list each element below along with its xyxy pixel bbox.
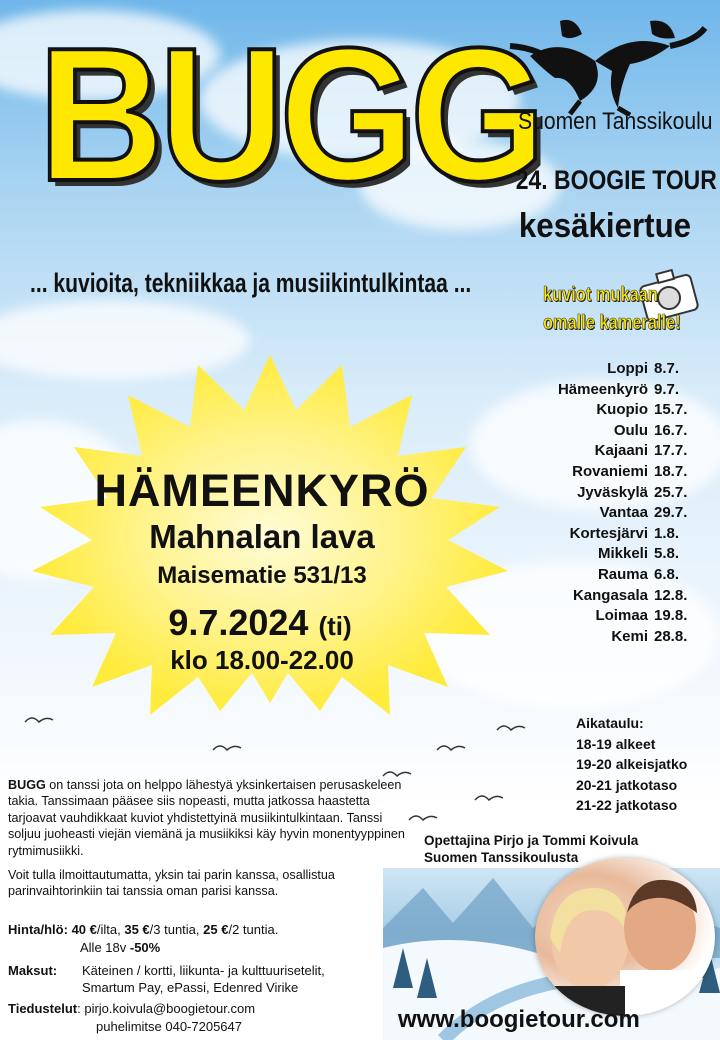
tour-stop [536, 484, 706, 505]
tour-stop [536, 401, 706, 422]
tour-stop-date: 16.7. [654, 421, 688, 439]
event-date: 9.7.2024 [168, 602, 309, 643]
tour-stop-date: 29.7. [654, 504, 688, 522]
tour-stop [536, 628, 706, 649]
bird-icon [212, 742, 242, 754]
page-title: BUGG [38, 9, 541, 221]
tour-stop-date: 18.7. [654, 463, 688, 480]
tour-stop-date: 5.8. [654, 545, 680, 563]
tour-stop-date: 9.7. [654, 380, 680, 398]
schedule-item: 19-20 alkeisjatko [576, 756, 688, 772]
tour-stop-city: Kangasala [572, 586, 648, 604]
tour-stop [536, 545, 706, 566]
tour-stop-date: 19.8. [654, 607, 688, 625]
price-text: /ilta, [96, 922, 125, 937]
bird-icon [436, 742, 466, 754]
tour-stop-city: Kajaani [594, 442, 648, 460]
youth-label: Alle 18v [80, 940, 130, 955]
description-paragraph: Voit tulla ilmoittautumatta, yksin tai parin kanssa, osallistua parinvaihtorinkiin tai tanssia oman parisi kanssa. [8, 868, 335, 899]
schedule-item: 21-22 jatkotaso [576, 797, 678, 813]
bird-icon [408, 812, 438, 824]
event-date-line [10, 602, 510, 644]
bird-icon [24, 714, 54, 726]
tour-stop [536, 442, 706, 463]
price-text: /2 tuntia. [228, 922, 279, 937]
tour-stop-date: 25.7. [654, 483, 688, 501]
tour-stop [536, 566, 706, 587]
tour-stop-city: Vantaa [599, 504, 648, 522]
camera-badge-line2: omalle kameralle! [543, 312, 681, 334]
bird-icon [474, 792, 504, 804]
tour-stop-city: Rovaniemi [572, 463, 648, 480]
camera-badge-line1: kuviot mukaan [543, 284, 658, 306]
event-city: HÄMEENKYRÖ [94, 465, 430, 516]
tour-stop-city: Mikkeli [597, 545, 648, 563]
schedule-heading: Aikataulu: [576, 715, 644, 731]
teachers-line1: Opettajina Pirjo ja Tommi Koivula [424, 833, 639, 848]
event-weekday: (ti) [318, 611, 352, 641]
tour-stop [536, 360, 706, 381]
tour-stop-date: 28.8. [654, 627, 688, 645]
tour-subtitle: kesäkiertue [518, 207, 692, 245]
description-text: on tanssi jota on helppo lähestyä yksinkertaisen perusaskeleen takia. Tanssimaan pääsee siis nopeasti, mutta jatkossa haastetta tarjoavat vauhdikkaat kuviot yhdistettyinä musiikintulkintaan. Tanssi soljuu juoheasti viejän viemänä ja musiikiksi käy hyvin monentyyppinen rytmimusiikki. [8, 778, 405, 858]
tour-stop [536, 525, 706, 546]
event-address: Maisematie 531/13 [157, 562, 367, 589]
payment-line2: Smartum Pay, ePassi, Edenred Virike [82, 980, 299, 995]
teachers [424, 832, 638, 866]
tour-stop [536, 504, 706, 525]
schedule-item: 20-21 jatkotaso [576, 776, 678, 793]
tagline: ... kuvioita, tekniikkaa ja musiikintulkintaa ... [30, 268, 472, 298]
bird-icon [496, 722, 526, 734]
youth-discount: -50% [129, 940, 161, 955]
tour-stop [536, 587, 706, 608]
description-paragraph [8, 777, 408, 859]
price-evening: 40 € [71, 922, 97, 937]
event-venue: Mahnalan lava [149, 518, 375, 555]
camera-badge [535, 280, 705, 340]
teachers-line2: Suomen Tanssikoulusta [424, 850, 579, 865]
contact-phone: puhelimitse 040-7205647 [96, 1019, 242, 1034]
teachers-portrait [535, 858, 715, 1016]
tour-name: 24. BOOGIE TOUR [515, 165, 717, 195]
tour-stop [536, 463, 706, 484]
tour-stop-city: Kemi [611, 627, 648, 645]
tour-stop-city: Loimaa [595, 607, 648, 625]
schedule-item: 18-19 alkeet [576, 735, 656, 752]
tour-stop-date: 12.8. [654, 586, 688, 604]
tour-stop [536, 607, 706, 628]
tour-stop-city: Kuopio [596, 401, 648, 419]
tour-stop-date: 15.7. [654, 401, 688, 419]
schedule [576, 713, 716, 816]
tour-stop-city: Jyväskylä [577, 483, 648, 501]
tour-stop [536, 422, 706, 443]
tour-stop-city: Loppi [607, 360, 648, 377]
website-link[interactable]: www.boogietour.com [398, 1006, 640, 1033]
tour-stop-date: 1.8. [654, 524, 680, 542]
tour-stop [536, 381, 706, 402]
price-text: /3 tuntia, [149, 922, 204, 937]
tour-stop-date: 8.7. [654, 360, 680, 377]
payment-label: Maksut: [8, 963, 58, 978]
tour-stop-city: Kortesjärvi [569, 524, 648, 542]
payment-info [8, 962, 325, 996]
price-info [8, 921, 278, 957]
price-3h: 35 € [124, 922, 150, 937]
tour-stop-city: Rauma [597, 566, 648, 583]
contact-email: : pirjo.koivula@boogietour.com [77, 1001, 256, 1016]
price-2h: 25 € [203, 922, 229, 937]
description [8, 777, 408, 908]
tour-stop-date: 17.7. [654, 442, 688, 460]
tour-stop-city: Hämeenkyrö [557, 380, 648, 398]
contact-label: Tiedustelut [8, 1001, 78, 1016]
description-bold: BUGG [8, 778, 46, 792]
price-label: Hinta/hlö: [8, 922, 68, 937]
school-logo-text: Suomen Tanssikoulu [518, 108, 713, 135]
payment-line1: Käteinen / kortti, liikunta- ja kulttuurisetelit, [82, 963, 325, 978]
tour-stop-date: 6.8. [654, 566, 680, 583]
event-time: klo 18.00-22.00 [170, 645, 354, 675]
tour-stop-city: Oulu [613, 421, 648, 439]
contact-info [8, 1000, 255, 1036]
